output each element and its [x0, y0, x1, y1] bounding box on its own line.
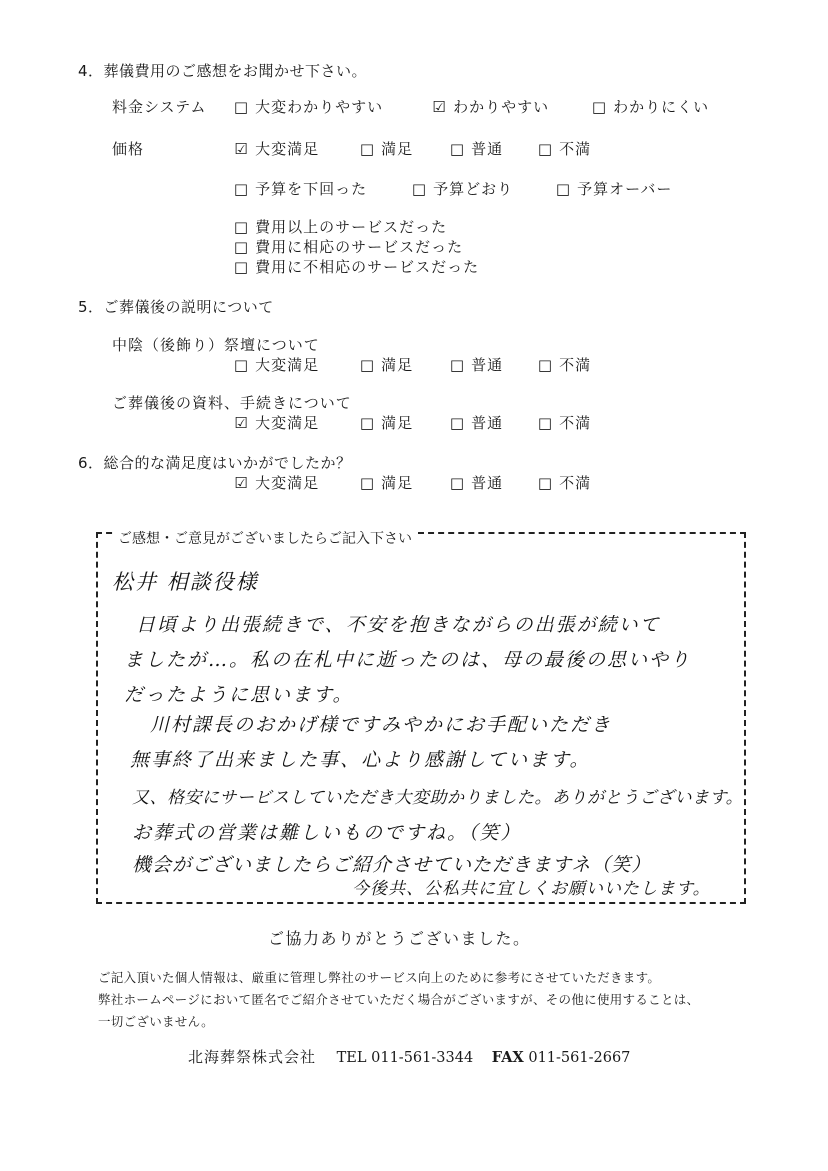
checkbox-checked[interactable]: ☑: [432, 98, 446, 116]
company-info: [188, 1046, 630, 1067]
documents-normal[interactable]: [448, 412, 503, 433]
documents-unsatisfied[interactable]: [536, 412, 591, 433]
documents-label: ご葬儀後の資料、手続きについて: [112, 394, 352, 412]
comment-line: 日頃より出張続きで、不安を抱きながらの出張が続いて: [136, 614, 661, 636]
altar-very-satisfied[interactable]: [232, 354, 319, 375]
overall-unsatisfied[interactable]: [536, 472, 591, 493]
option-label: 大変満足: [255, 140, 320, 158]
price-very-satisfied[interactable]: [232, 138, 319, 159]
option-label: 不満: [559, 414, 592, 432]
comment-line: 川村課長のおかげ様ですみやかにお手配いただき: [150, 714, 613, 736]
checkbox-empty[interactable]: □: [449, 140, 465, 158]
price-unsatisfied[interactable]: [536, 138, 591, 159]
service-match-cost[interactable]: [232, 236, 463, 257]
checkbox-empty[interactable]: □: [233, 238, 249, 256]
option-label: 普通: [471, 140, 504, 158]
privacy-line: 一切ございません。: [98, 1014, 214, 1029]
checkbox-empty[interactable]: □: [449, 356, 465, 374]
documents-satisfied[interactable]: [358, 412, 413, 433]
option-label: 費用以上のサービスだった: [255, 218, 448, 236]
comment-line: ましたが…。私の在札中に逝ったのは、母の最後の思いやり: [124, 649, 692, 671]
price-normal[interactable]: [448, 138, 503, 159]
comment-line: 無事終了出来ました事、心より感謝しています。: [130, 749, 591, 771]
option-label: 普通: [471, 356, 504, 374]
checkbox-empty[interactable]: □: [233, 180, 249, 198]
checkbox-empty[interactable]: □: [537, 474, 553, 492]
comment-line-addressee: 松井 相談役様: [112, 570, 259, 594]
comment-line: 今後共、公私共に宜しくお願いいたします。: [352, 879, 711, 899]
company-tel: TEL 011-561-3344: [336, 1050, 474, 1066]
checkbox-checked[interactable]: ☑: [234, 140, 248, 158]
pricing-option-easy[interactable]: [430, 96, 549, 117]
thanks-message: ご協力ありがとうございました。: [268, 929, 531, 948]
altar-label: 中陰（後飾り）祭壇について: [112, 336, 320, 354]
altar-normal[interactable]: [448, 354, 503, 375]
comment-prompt: ご感想・ご意見がございましたらご記入下さい: [114, 528, 416, 548]
checkbox-empty[interactable]: □: [537, 356, 553, 374]
option-label: 不満: [559, 474, 592, 492]
q6-title: 6．総合的な満足度はいかがでしたか？: [78, 454, 352, 472]
option-label: 普通: [471, 414, 504, 432]
budget-over[interactable]: [554, 178, 672, 199]
checkbox-empty[interactable]: □: [449, 414, 465, 432]
option-label: 大変満足: [255, 474, 320, 492]
price-satisfied[interactable]: [358, 138, 413, 159]
checkbox-empty[interactable]: □: [359, 414, 375, 432]
option-label: 満足: [381, 474, 414, 492]
option-label: わかりやすい: [453, 98, 550, 116]
option-label: 不満: [559, 140, 592, 158]
altar-satisfied[interactable]: [358, 354, 413, 375]
option-label: 大変満足: [255, 414, 320, 432]
comment-line: だったように思います。: [124, 684, 354, 706]
company-fax-label: FAX: [491, 1049, 524, 1066]
comment-line: 機会がございましたらご紹介させていただきますネ（笑）: [132, 854, 652, 876]
checkbox-empty[interactable]: □: [449, 474, 465, 492]
service-above-cost[interactable]: [232, 216, 447, 237]
option-label: 不満: [559, 356, 592, 374]
checkbox-empty[interactable]: □: [555, 180, 571, 198]
option-label: 普通: [471, 474, 504, 492]
overall-normal[interactable]: [448, 472, 503, 493]
checkbox-empty[interactable]: □: [537, 140, 553, 158]
option-label: 満足: [381, 140, 414, 158]
option-label: 費用に相応のサービスだった: [255, 238, 464, 256]
checkbox-empty[interactable]: □: [411, 180, 427, 198]
checkbox-empty[interactable]: □: [359, 140, 375, 158]
price-label: 価格: [112, 140, 145, 158]
company-fax-number: 011-561-2667: [528, 1050, 631, 1066]
checkbox-empty[interactable]: □: [233, 218, 249, 236]
documents-very-satisfied[interactable]: [232, 412, 319, 433]
option-label: 予算を下回った: [255, 180, 368, 198]
altar-unsatisfied[interactable]: [536, 354, 591, 375]
overall-very-satisfied[interactable]: [232, 472, 319, 493]
budget-under[interactable]: [232, 178, 367, 199]
privacy-line: ご記入頂いた個人情報は、厳重に管理し弊社のサービス向上のために参考にさせていただきます。: [98, 970, 661, 985]
checkbox-empty[interactable]: □: [359, 474, 375, 492]
company-name: 北海葬祭株式会社: [188, 1048, 317, 1066]
option-label: 満足: [381, 356, 414, 374]
pricing-option-hard[interactable]: [590, 96, 709, 117]
checkbox-empty[interactable]: □: [591, 98, 607, 116]
option-label: 予算オーバー: [577, 180, 673, 198]
option-label: わかりにくい: [613, 98, 710, 116]
checkbox-checked[interactable]: ☑: [234, 414, 248, 432]
pricing-system-label: 料金システム: [112, 98, 207, 116]
checkbox-empty[interactable]: □: [359, 356, 375, 374]
checkbox-empty[interactable]: □: [233, 258, 249, 276]
overall-satisfied[interactable]: [358, 472, 413, 493]
privacy-line: 弊社ホームページにおいて匿名でご紹介させていただく場合がございますが、その他に使用することは、: [98, 992, 700, 1007]
option-label: 大変満足: [255, 356, 320, 374]
option-label: 満足: [381, 414, 414, 432]
option-label: 予算どおり: [433, 180, 514, 198]
pricing-option-very-easy[interactable]: [232, 96, 383, 117]
comment-line: 又、格安にサービスしていただき大変助かりました。ありがとうございます。: [132, 788, 744, 808]
budget-on[interactable]: [410, 178, 513, 199]
comment-line: お葬式の営業は難しいものですね。（笑）: [132, 822, 522, 844]
option-label: 費用に不相応のサービスだった: [255, 258, 480, 276]
option-label: 大変わかりやすい: [255, 98, 384, 116]
q4-title: 4．葬儀費用のご感想をお聞かせ下さい。: [78, 62, 368, 80]
checkbox-empty[interactable]: □: [233, 356, 249, 374]
checkbox-empty[interactable]: □: [537, 414, 553, 432]
checkbox-empty[interactable]: □: [233, 98, 249, 116]
checkbox-checked[interactable]: ☑: [234, 474, 248, 492]
service-below-cost[interactable]: [232, 256, 479, 277]
q5-title: 5．ご葬儀後の説明について: [78, 298, 274, 316]
